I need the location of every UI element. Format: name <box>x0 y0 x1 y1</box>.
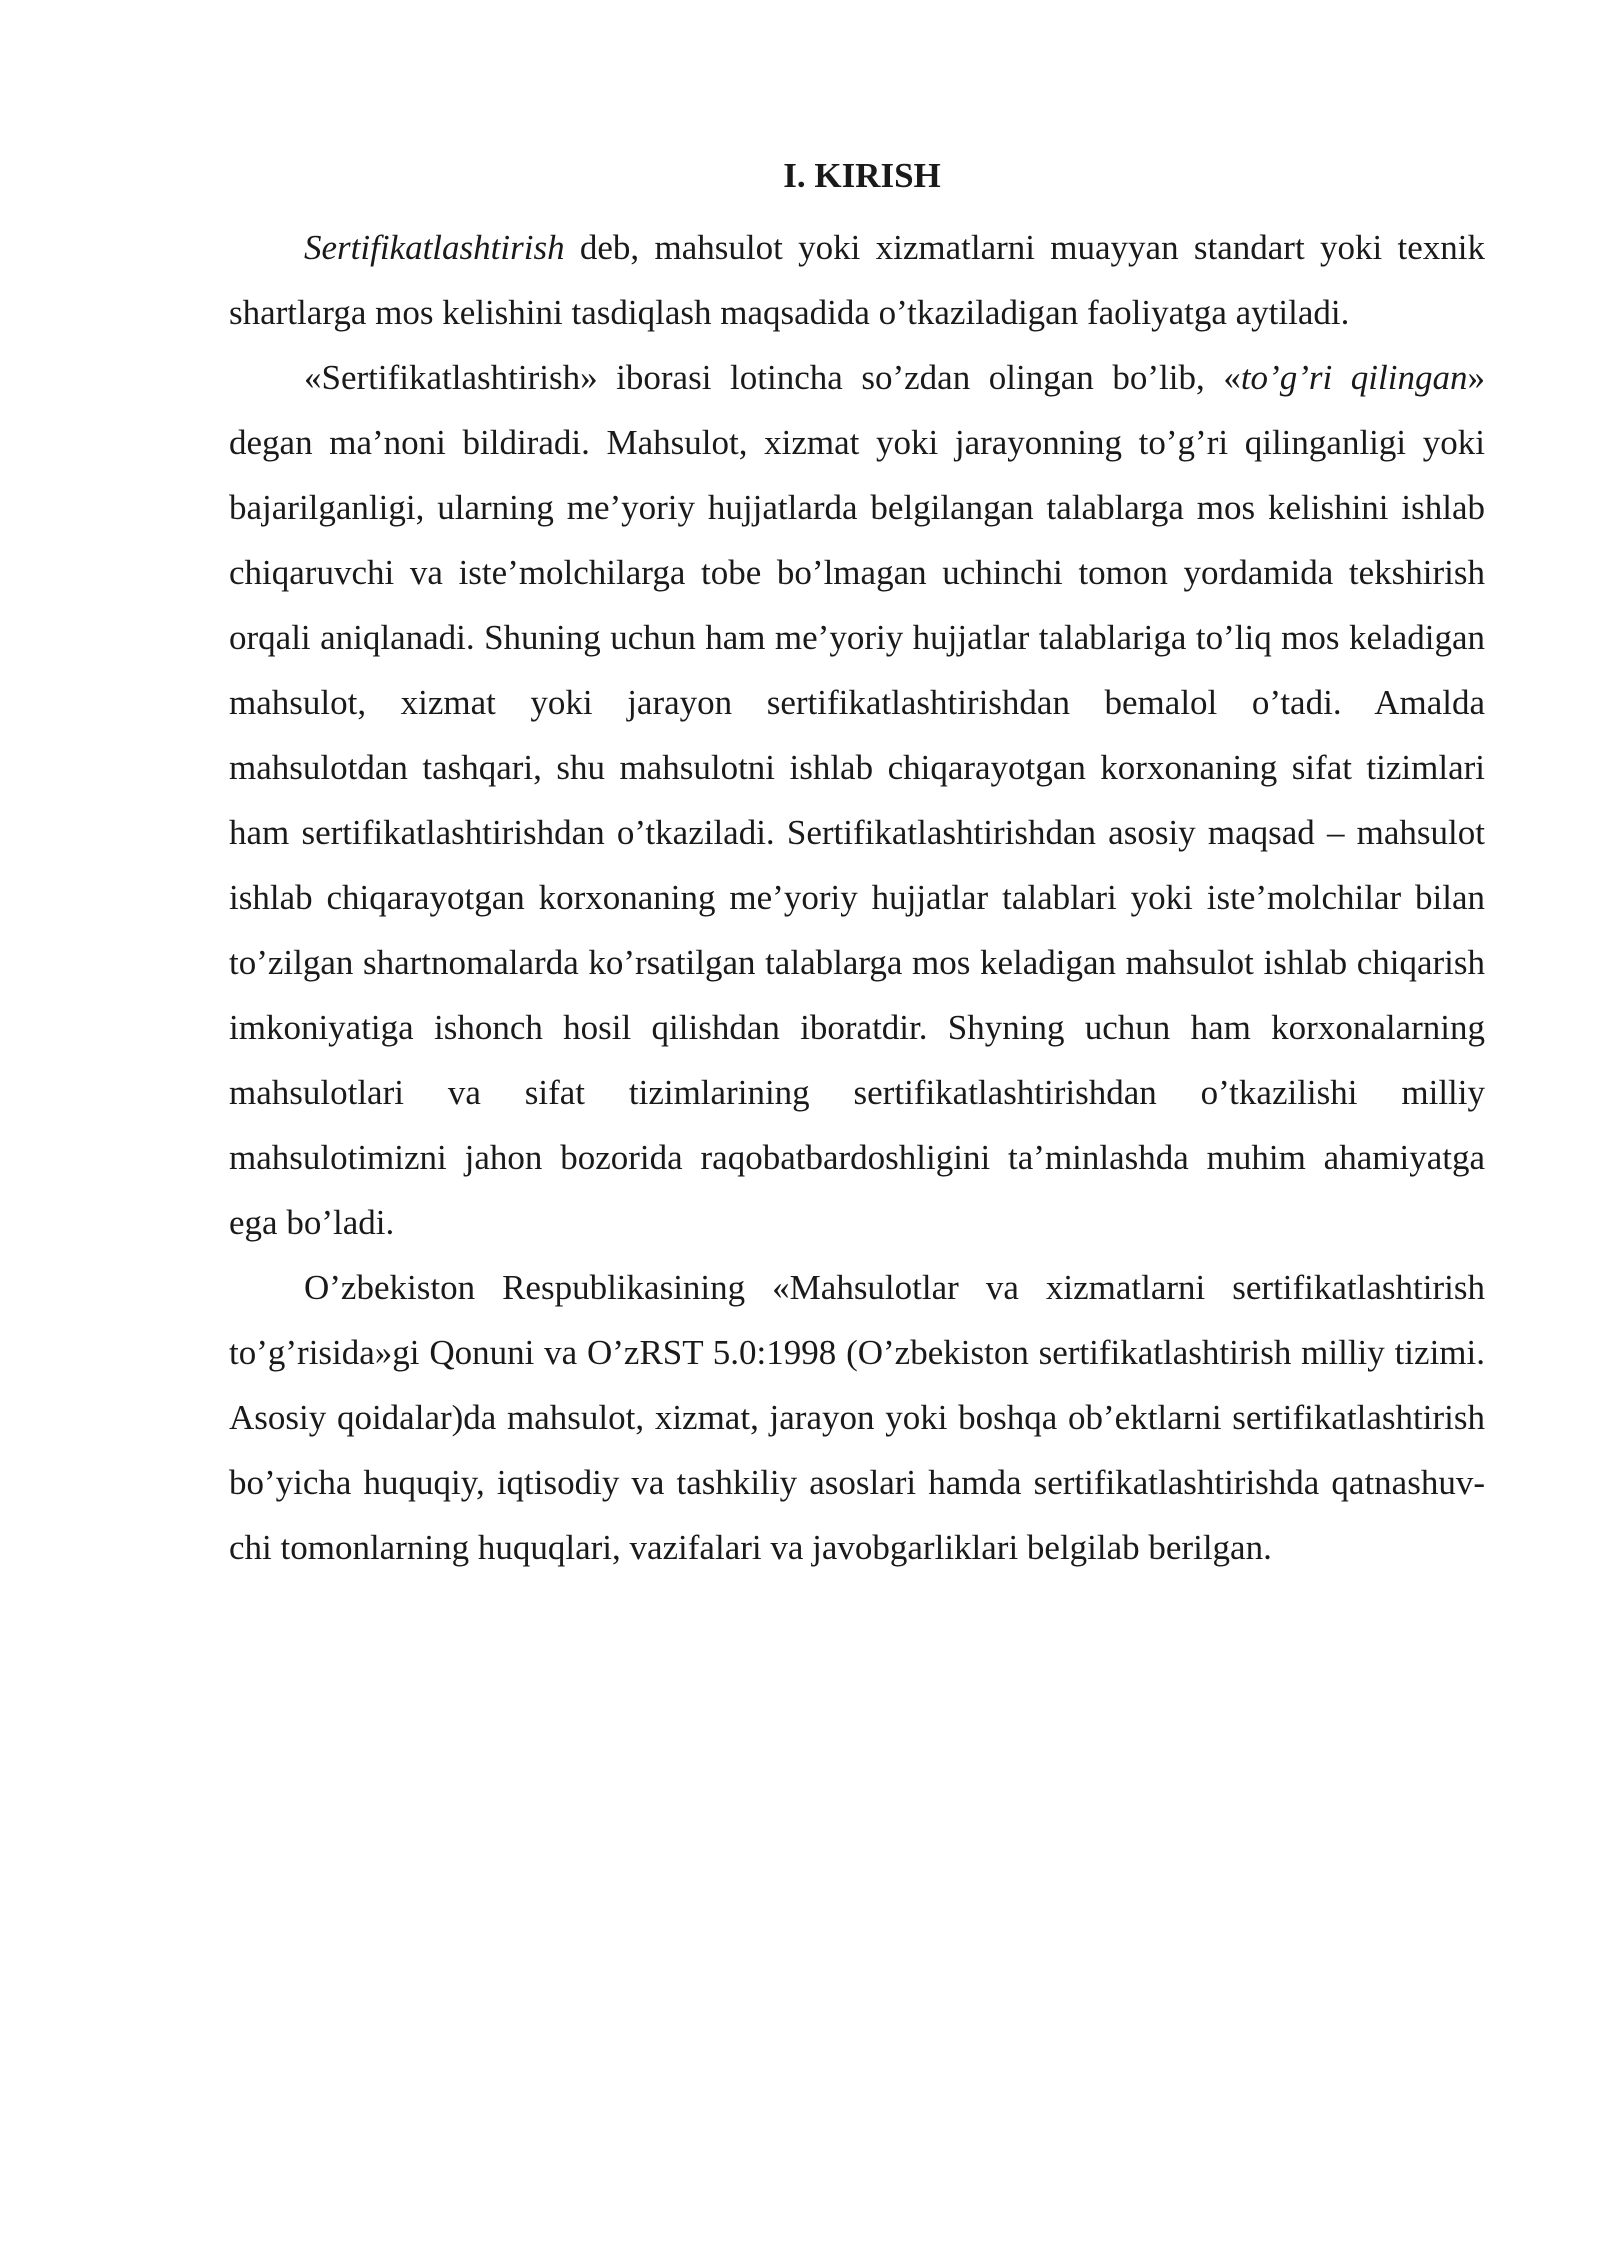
paragraph-definition <box>229 215 1485 345</box>
etymology-lead: «Sertifikatlashtirish» iborasi lotincha so’zdan olingan bo’lib, « <box>304 358 1241 397</box>
definition-text: deb, mahsulot yoki xizmatlarni muayyan standart yoki texnik shartlarga mos kelishini tasdiqlash maqsadida o’tkaziladigan faoliyatga aytiladi. <box>229 228 1485 332</box>
etymology-text: » degan ma’noni bildiradi. Mahsulot, xizmat yoki jarayonning to’g’ri qilinganligi yoki bajarilganligi, ularning me’yoriy hujjatlarda belgilangan talablarga mos kelishini ishlab chiqaruvchi va iste’molchilarga tobe bo’lmagan uchinchi tomon yordamida tekshirish orqali aniqlanadi. Shuning uchun ham me’yoriy hujjatlar talablariga to’liq mos keladigan mahsulot, xizmat yoki jarayon sertifikatlashtirishdan bemalol o’tadi. Amalda mahsulotdan tashqari, shu mahsulotni ishlab chiqarayotgan korxonaning sifat tizimlari ham sertifikatlashtirishdan o’tkaziladi. Sertifikatlashtirishdan asosiy maqsad – mahsulot ishlab chiqarayotgan korxonaning me’yoriy hujjatlar talablari yoki iste’molchilar bilan to’zilgan shartnomalarda ko’rsatilgan talablarga mos keladigan mahsulot ishlab chiqarish imkoniyatiga ishonch hosil qilishdan iboratdir. Shyning uchun ham korxonalarning mahsulotlari va sifat tizimlarining sertifikatlashtirishdan o’tkazilishi milliy mahsulotimizni jahon bozorida raqobatbardoshligini ta’minlashda muhim ahamiyatga ega bo’ladi. <box>229 358 1485 1242</box>
defined-term: Sertifikatlashtirish <box>304 228 565 267</box>
etymology-quote: to’g’ri qilingan <box>1240 358 1468 397</box>
paragraph-etymology <box>229 345 1485 1255</box>
document-page <box>229 150 1485 1580</box>
paragraph-legal-basis: O’zbekiston Respublikasining «Mahsulotlar va xizmatlarni sertifikatlashtirish to’g’risida»gi Qonuni va O’zRST 5.0:1998 (O’zbekiston sertifikatlashtirish milliy tizimi. Asosiy qoidalar)da mahsulot, xizmat, jarayon yoki boshqa ob’ektlarni sertifikatlashtirish bo’yicha huquqiy, iqtisodiy va tashkiliy asoslari hamda sertifikatlashtirishda qatnashuv-chi tomonlarning huquqlari, vazifalari va javobgarliklari belgilab berilgan. <box>229 1268 1485 1567</box>
section-heading: I. KIRISH <box>783 156 941 195</box>
